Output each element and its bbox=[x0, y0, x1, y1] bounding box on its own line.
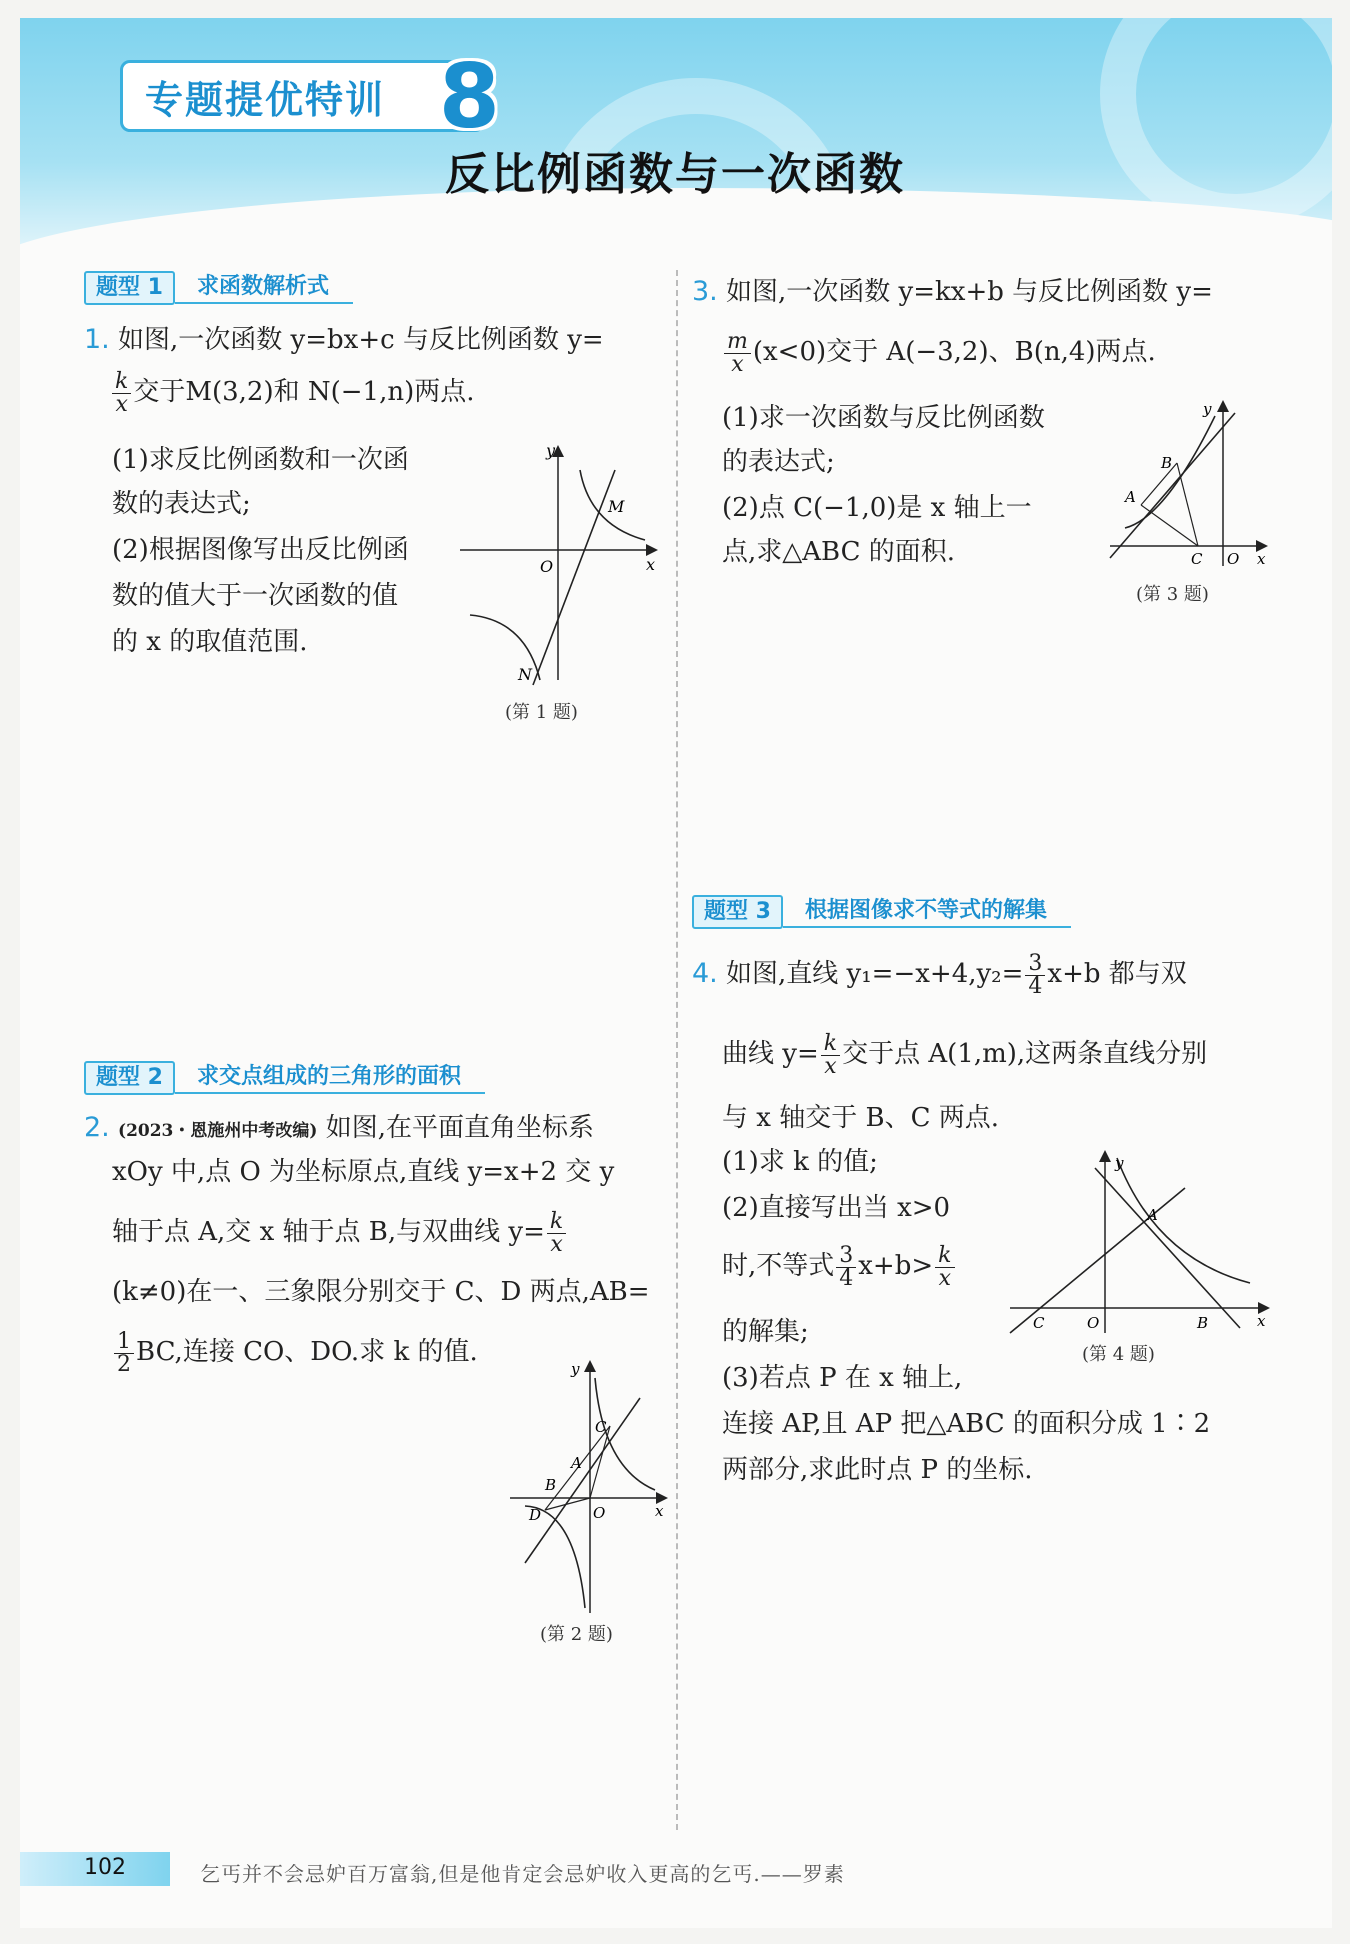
axis-label: x bbox=[646, 555, 656, 574]
question-number: 2. bbox=[84, 1112, 110, 1143]
axis-label: y bbox=[571, 1360, 580, 1378]
section-name: 求函数解析式 bbox=[175, 272, 353, 304]
axis-label: y bbox=[546, 441, 556, 460]
page-title: 反比例函数与一次函数 bbox=[445, 149, 905, 200]
q4-line2: 曲线 y= $\frac{k}{x}$ 交于点 A(1,m),这两条直线分别 bbox=[722, 1030, 1208, 1079]
q3-part1a: (1)求一次函数与反比例函数 bbox=[722, 403, 1045, 433]
q1-part1b: 数的表达式; bbox=[112, 489, 251, 519]
section-tag-2 bbox=[84, 1062, 485, 1094]
point-label: C bbox=[1033, 1314, 1045, 1332]
q4-line3: 与 x 轴交于 B、C 两点. bbox=[722, 1103, 999, 1133]
question-text: 如图,一次函数 y=kx+b 与反比例函数 y= bbox=[726, 277, 1213, 307]
figure-2 bbox=[505, 1358, 675, 1618]
q1-part2c: 的 x 的取值范围. bbox=[112, 627, 308, 657]
point-label: B bbox=[1197, 1314, 1209, 1332]
origin-label: O bbox=[540, 557, 554, 576]
axis-label: x bbox=[655, 1502, 664, 1520]
q4-part2b: 时,不等式 $\frac{3}{4}$ x+b> $\frac{k}{x}$ bbox=[722, 1244, 957, 1290]
q4-part2a: (2)直接写出当 x>0 bbox=[722, 1193, 951, 1223]
point-label: A bbox=[571, 1454, 582, 1472]
origin-label: O bbox=[1227, 550, 1240, 568]
question-1-line2 bbox=[110, 370, 475, 416]
origin-label: O bbox=[1087, 1314, 1100, 1332]
question-3-line2: $\frac{m}{x}$ (x<0)交于 A(−3,2)、B(n,4)两点. bbox=[722, 330, 1156, 376]
section-tag-1 bbox=[84, 272, 353, 304]
point-label: C bbox=[595, 1418, 607, 1436]
question-source: (2023・恩施州中考改编) bbox=[118, 1121, 318, 1141]
q1-part2b: 数的值大于一次函数的值 bbox=[112, 581, 399, 611]
axis-label: y bbox=[1115, 1154, 1124, 1172]
question-text: 交于M(3,2)和 N(−1,n)两点. bbox=[133, 377, 475, 407]
point-label: D bbox=[529, 1506, 542, 1524]
section-label: 题型 3 bbox=[692, 895, 783, 929]
question-text: 如图,一次函数 y=bx+c 与反比例函数 y= bbox=[118, 325, 604, 355]
q1-part2a: (2)根据图像写出反比例函 bbox=[112, 535, 409, 565]
fraction: $\frac{k}{x}$ bbox=[547, 1211, 566, 1256]
q4-part3b: 连接 AP,且 AP 把△ABC 的面积分成 1∶2 bbox=[722, 1409, 1211, 1439]
point-label: C bbox=[1191, 550, 1203, 568]
question-2 bbox=[84, 1106, 674, 1153]
topic-badge bbox=[120, 45, 502, 148]
point-label: B bbox=[545, 1476, 557, 1494]
q3-part1b: 的表达式; bbox=[722, 447, 835, 477]
q2-line2: xOy 中,点 O 为坐标原点,直线 y=x+2 交 y bbox=[112, 1157, 615, 1187]
point-label: A bbox=[1147, 1206, 1158, 1224]
origin-label: O bbox=[593, 1504, 606, 1522]
section-label: 题型 2 bbox=[84, 1061, 175, 1095]
point-label: A bbox=[1125, 488, 1136, 506]
fraction: $\frac{k}{x}$ bbox=[935, 1245, 954, 1290]
question-number: 1. bbox=[84, 324, 110, 355]
q4-part3c: 两部分,求此时点 P 的坐标. bbox=[722, 1455, 1033, 1485]
q4-part1: (1)求 k 的值; bbox=[722, 1147, 878, 1177]
fraction: $\frac{k}{x}$ bbox=[112, 371, 131, 416]
section-tag-3 bbox=[692, 896, 1071, 928]
question-4: 4. 如图,直线 y₁=−x+4,y₂= $\frac{3}{4}$ x+b 都与双 bbox=[692, 950, 1187, 999]
q3-part2a: (2)点 C(−1,0)是 x 轴上一 bbox=[722, 493, 1032, 523]
point-label: M bbox=[608, 497, 625, 516]
footer-quote: 乞丐并不会忌妒百万富翁,但是他肯定会忌妒收入更高的乞丐.——罗素 bbox=[200, 1862, 845, 1886]
question-number: 4. bbox=[692, 958, 718, 989]
figure-1 bbox=[450, 440, 670, 690]
section-name: 求交点组成的三角形的面积 bbox=[175, 1062, 485, 1094]
axis-label: y bbox=[1203, 400, 1212, 418]
fraction: $\frac{3}{4}$ bbox=[836, 1245, 856, 1290]
point-label: N bbox=[518, 665, 532, 684]
q2-line3: 轴于点 A,交 x 轴于点 B,与双曲线 y= $\frac{k}{x}$ bbox=[112, 1210, 568, 1256]
question-3 bbox=[692, 270, 1292, 314]
question-text: 如图,在平面直角坐标系 bbox=[325, 1113, 594, 1143]
figure-4 bbox=[1005, 1148, 1275, 1338]
fraction: $\frac{1}{2}$ bbox=[114, 1331, 134, 1376]
figure-caption: (第 2 题) bbox=[540, 1624, 613, 1645]
figure-caption: (第 1 题) bbox=[505, 702, 578, 723]
figure-caption: (第 3 题) bbox=[1136, 584, 1209, 605]
figure-3 bbox=[1105, 398, 1275, 568]
q2-line5: $\frac{1}{2}$ BC,连接 CO、DO.求 k 的值. bbox=[112, 1330, 478, 1376]
point-label: B bbox=[1161, 454, 1173, 472]
question-number: 3. bbox=[692, 276, 718, 307]
q4-part2c: 的解集; bbox=[722, 1317, 809, 1347]
question-1 bbox=[84, 318, 664, 362]
section-label: 题型 1 bbox=[84, 271, 175, 305]
q2-line4: (k≠0)在一、三象限分别交于 C、D 两点,AB= bbox=[112, 1277, 650, 1307]
page-number: 102 bbox=[84, 1855, 126, 1880]
q3-part2b: 点,求△ABC 的面积. bbox=[722, 537, 956, 567]
figure-caption: (第 4 题) bbox=[1082, 1344, 1155, 1365]
fraction: $\frac{m}{x}$ bbox=[724, 331, 751, 376]
fraction: $\frac{3}{4}$ bbox=[1025, 953, 1045, 998]
q4-part3a: (3)若点 P 在 x 轴上, bbox=[722, 1363, 963, 1393]
badge-number: 8 bbox=[438, 45, 502, 148]
axis-label: x bbox=[1257, 1312, 1266, 1330]
axis-label: x bbox=[1257, 550, 1266, 568]
fraction: $\frac{k}{x}$ bbox=[821, 1033, 840, 1078]
section-name: 根据图像求不等式的解集 bbox=[783, 896, 1071, 928]
badge-text: 专题提优特训 bbox=[145, 77, 386, 122]
column-divider bbox=[676, 270, 678, 1830]
q1-part1a: (1)求反比例函数和一次函 bbox=[112, 445, 409, 475]
